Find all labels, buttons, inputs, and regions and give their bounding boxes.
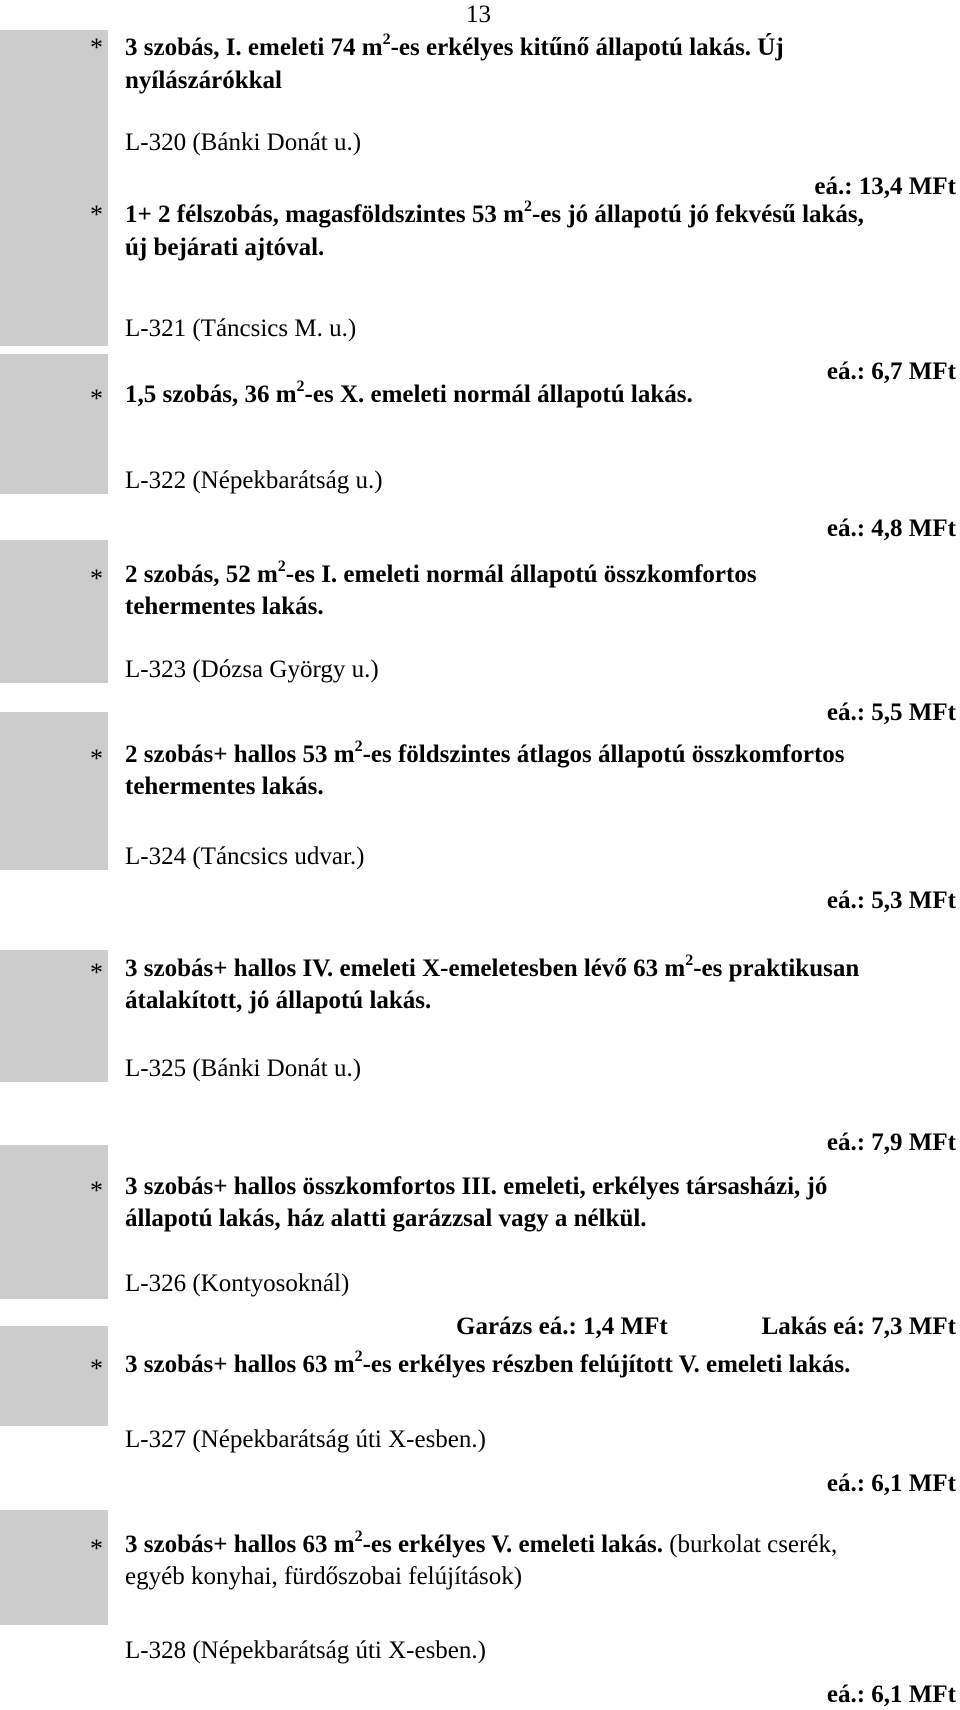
bullet-star: * [90, 1534, 103, 1563]
listing-reference: L-324 (Táncsics udvar.) [125, 843, 365, 870]
listing-reference: L-325 (Bánki Donát u.) [125, 1055, 362, 1082]
bullet-star: * [90, 564, 103, 593]
listing-price: eá.: 6,1 MFt [826, 1681, 956, 1708]
listing-marker-block [0, 712, 108, 870]
listing-description-cont: nyílászárókkal [125, 67, 282, 94]
listing-marker-block [0, 540, 108, 683]
listing-price: eá.: 7,9 MFt [826, 1129, 956, 1156]
listing-reference: L-321 (Táncsics M. u.) [125, 315, 357, 342]
bullet-star: * [90, 1176, 103, 1205]
listing-reference: L-326 (Kontyosoknál) [125, 1270, 350, 1297]
listing-marker-block [0, 1510, 108, 1625]
bullet-star: * [90, 958, 103, 987]
bullet-star: * [90, 33, 103, 62]
flat-price: Lakás eá: 7,3 MFt [761, 1313, 956, 1340]
listing-description-cont: állapotú lakás, ház alatti garázzsal vagy a nélkül. [125, 1205, 647, 1232]
listing-reference: L-328 (Népekbarátság úti X-esben.) [125, 1637, 486, 1664]
listing-price: eá.: 5,5 MFt [826, 699, 956, 726]
listing-description: 3 szobás+ hallos összkomfortos III. emeleti, erkélyes társasházi, jó [125, 1173, 828, 1200]
listing-price: eá.: 6,1 MFt [826, 1470, 956, 1497]
listing-description-cont: átalakított, jó állapotú lakás. [125, 987, 432, 1014]
listing-description: 3 szobás, I. emeleti 74 $m^2-es$ erkélyes kitűnő állapotú lakás. Új [125, 30, 784, 61]
listing-price: eá.: 13,4 MFt [814, 173, 956, 200]
listing-description: 2 szobás, 52 $m^2-es$ I. emeleti normál állapotú összkomfortos [125, 557, 757, 588]
listing-description: 2 szobás+ hallos 53 $m^2-es$ földszintes átlagos állapotú összkomfortos [125, 737, 845, 768]
listing-reference: L-323 (Dózsa György u.) [125, 656, 379, 683]
page-number: 13 [466, 1, 491, 28]
listing-marker-block [0, 1145, 108, 1299]
listing-description: 1,5 szobás, 36 $m^2-es$ X. emeleti normál állapotú lakás. [125, 377, 693, 408]
listing-description: 3 szobás+ hallos 63 $m^2-es$ erkélyes V. emeleti lakás. (burkolat cserék, [125, 1527, 838, 1558]
bullet-star: * [90, 744, 103, 773]
listing-description-cont: tehermentes lakás. [125, 773, 324, 800]
listing-reference: L-320 (Bánki Donát u.) [125, 129, 362, 156]
listing-price: eá.: 6,7 MFt [826, 358, 956, 385]
listing-description-cont: tehermentes lakás. [125, 593, 324, 620]
listing-reference: L-327 (Népekbarátság úti X-esben.) [125, 1426, 486, 1453]
bullet-star: * [90, 1354, 103, 1383]
listing-marker-block [0, 354, 108, 494]
listing-description: 1+ 2 félszobás, magasföldszintes 53 $m^2-es$ jó állapotú jó fekvésű lakás, [125, 197, 864, 228]
listing-description-cont: új bejárati ajtóval. [125, 234, 325, 261]
listing-description: 3 szobás+ hallos 63 $m^2-es$ erkélyes részben felújított V. emeleti lakás. [125, 1347, 851, 1378]
garage-price: Garázs eá.: 1,4 MFt [456, 1313, 668, 1340]
listing-description-cont: egyéb konyhai, fürdőszobai felújítások) [125, 1563, 523, 1590]
listing-reference: L-322 (Népekbarátság u.) [125, 467, 383, 494]
listing-price: eá.: 4,8 MFt [826, 515, 956, 542]
bullet-star: * [90, 384, 103, 413]
bullet-star: * [90, 200, 103, 229]
listing-description: 3 szobás+ hallos IV. emeleti X-emeletesben lévő 63 $m^2-es$ praktikusan [125, 951, 860, 982]
listing-price: eá.: 5,3 MFt [826, 887, 956, 914]
